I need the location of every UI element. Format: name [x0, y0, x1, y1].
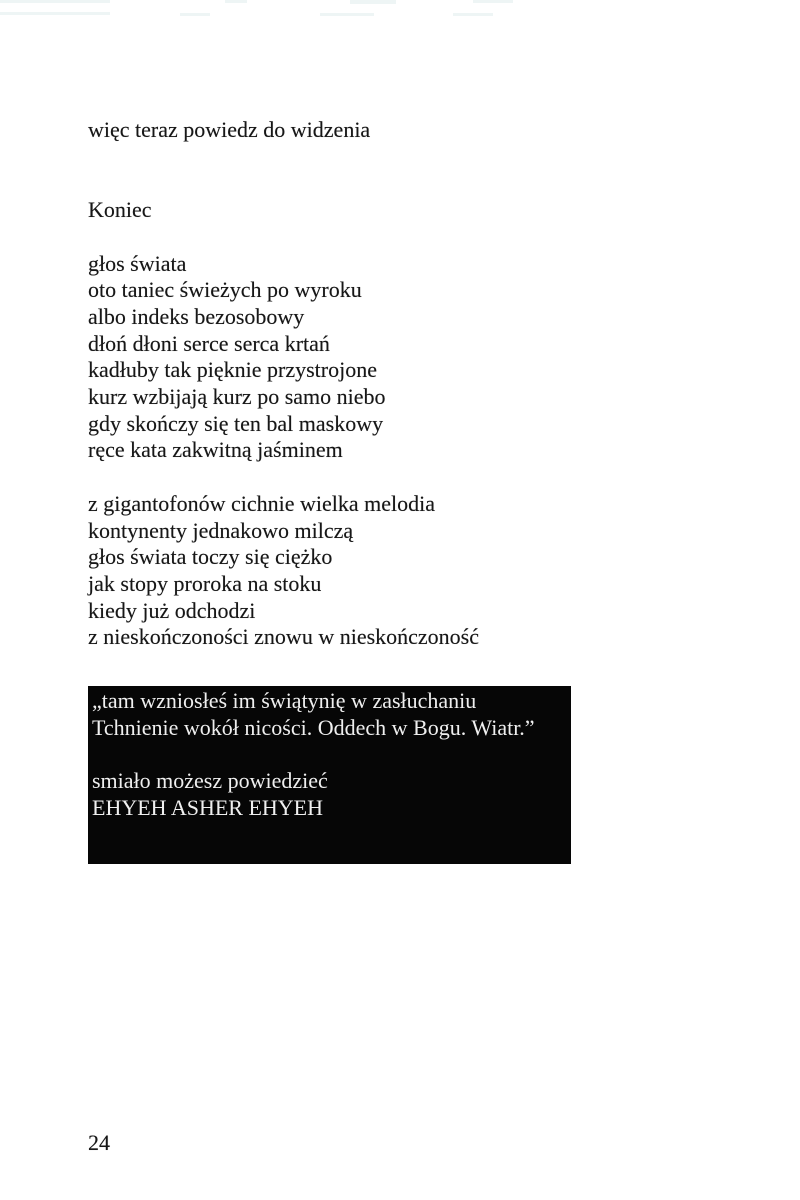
- text-line: [88, 144, 479, 171]
- text-line: głos świata: [88, 250, 187, 276]
- text-line: Tchnienie wokół nicości. Oddech w Bogu. Wiatr.”: [92, 714, 535, 740]
- text-line: z gigantofonów cichnie wielka melodia: [88, 490, 435, 516]
- inverted-quote-block: [88, 686, 571, 864]
- text-line: smiało możesz powiedzieć: [92, 768, 328, 794]
- poem-text: [88, 117, 479, 651]
- text-line: Koniec: [88, 197, 152, 223]
- text-line: [88, 464, 479, 491]
- scan-artifact: [350, 0, 396, 4]
- scan-artifact: [225, 0, 247, 3]
- text-line: kadłuby tak pięknie przystrojone: [88, 357, 377, 383]
- text-line: EHYEH ASHER EHYEH: [92, 794, 323, 820]
- text-line: oto taniec świeżych po wyroku: [88, 277, 362, 303]
- text-line: [92, 741, 571, 768]
- text-line: gdy skończy się ten bal maskowy: [88, 410, 384, 436]
- text-line: ręce kata zakwitną jaśminem: [88, 437, 343, 463]
- text-line: [88, 170, 479, 197]
- scan-artifact: [473, 0, 513, 3]
- text-line: kontynenty jednakowo milczą: [88, 517, 354, 543]
- scan-artifact: [0, 0, 110, 3]
- scan-artifact: [453, 13, 493, 16]
- text-line: kurz wzbijają kurz po samo niebo: [88, 384, 386, 410]
- scan-artifact: [180, 13, 210, 16]
- scan-artifact: [320, 13, 374, 16]
- text-line: „tam wzniosłeś im świątynię w zasłuchaniu: [92, 688, 477, 713]
- text-line: dłoń dłoni serce serca krtań: [88, 330, 330, 356]
- text-line: albo indeks bezosobowy: [88, 303, 305, 329]
- page-number: 24: [88, 1130, 110, 1155]
- text-line: [88, 224, 479, 251]
- text-line: z nieskończoności znowu w nieskończoność: [88, 624, 480, 650]
- scan-artifact: [0, 12, 110, 15]
- text-line: więc teraz powiedz do widzenia: [88, 117, 371, 142]
- text-line: kiedy już odchodzi: [88, 597, 256, 623]
- text-line: jak stopy proroka na stoku: [88, 570, 322, 596]
- text-line: głos świata toczy się ciężko: [88, 544, 333, 570]
